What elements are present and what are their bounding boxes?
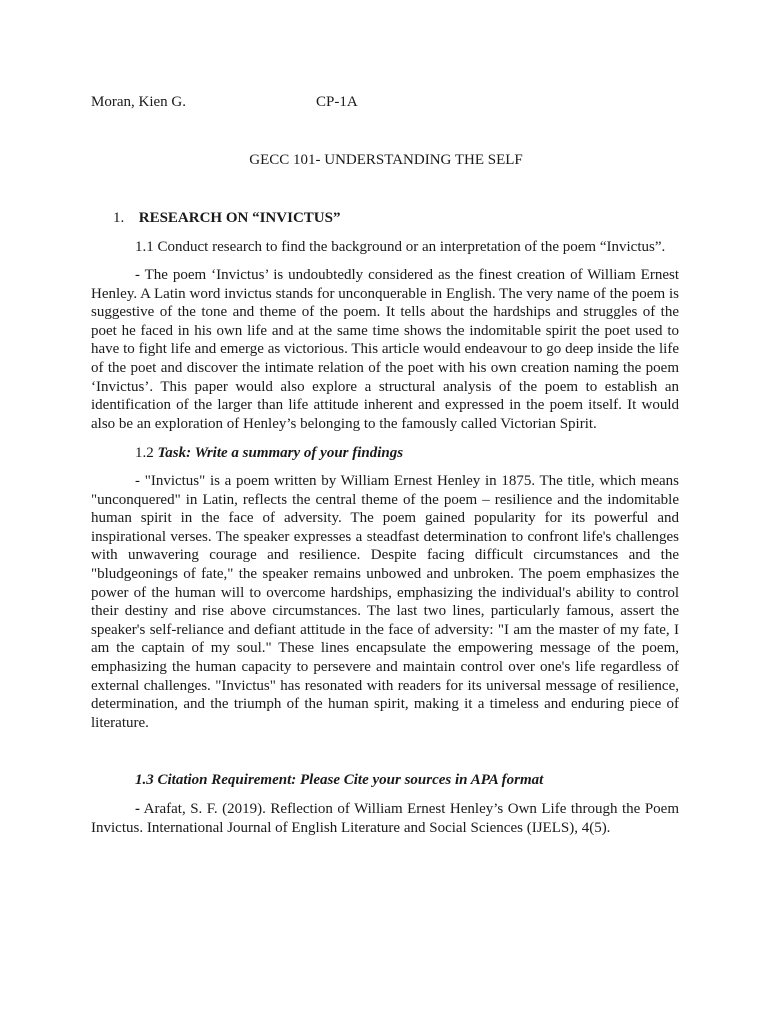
item-1-1-prompt: 1.1 Conduct research to find the background or an interpretation of the poem “Invictus”. [135, 239, 666, 255]
item-1-1-answer [91, 266, 679, 433]
section-number: 1. [113, 210, 125, 226]
citation-dash: - [135, 801, 140, 817]
item-1-3-citation [91, 800, 679, 837]
student-name: Moran, Kien G. [91, 94, 186, 110]
class-section: CP-1A [316, 94, 358, 110]
document-header [91, 93, 491, 113]
citation-paragraph [91, 800, 679, 837]
course-title: GECC 101- UNDERSTANDING THE SELF [249, 152, 523, 168]
summary-paragraph: - "Invictus" is a poem written by William Ernest Henley in 1875. The title, which means "unconquered" in Latin, reflects the central theme of the poem – resilience and the indomitable human spirit in the face of adversity. The poem gained popularity for its powerful and inspirational verses. The speaker expresses a steadfast determination to confront life's challenges with unwavering courage and resilience. Despite facing difficult circumstances and the "bludgeonings of fate," the speaker remains unbowed and unbroken. The poem emphasizes the power of the human will to overcome hardships, emphasizing the individual's ability to control their destiny and rise above circumstances. The last two lines, particularly famous, assert the speaker's self-reliance and defiant attitude in the face of adversity: "I am the master of my fate, I am the captain of my soul." These lines encapsulate the empowering message of the poem, emphasizing the human capacity to persevere and maintain control over one's life regardless of external challenges. "Invictus" has resonated with readers for its universal message of resilience, determination, and the triumph of the human spirit, making it a timeless and enduring piece of literature. [91, 473, 679, 731]
section-title: RESEARCH ON “INVICTUS” [138, 210, 341, 226]
item-1-2-answer [91, 472, 679, 732]
background-paragraph: - The poem ‘Invictus’ is undoubtedly considered as the finest creation of William Ernest Henley. A Latin word invictus stands for unconquerable in English. The very name of the poem is suggestive of the tone and theme of the poem. It tells about the hardships and struggles of the poet he faced in his own life and at the same time shows the indomitable spirit the poet used to have to fight life and emerge as victorious. This article would endeavour to go deep inside the life of the poet and discover the intimate relation of the poet with his own creation naming the poem ‘Invictus’. This paper would also explore a structural analysis of the poem to establish an identification of the larger than life attitude inherent and expressed in the poem itself. It would also be an exploration of Henley’s belonging to the famously called Victorian Spirit. [91, 267, 679, 432]
section-1-heading [113, 209, 340, 228]
item-1-2-task: Task: Write a summary of your findings [157, 445, 404, 461]
citation-text: Arafat, S. F. (2019). Reflection of William Ernest Henley’s Own Life through the Poem Invictus. International Journal of English Literature and Social Sciences (IJELS), 4(5). [91, 801, 679, 836]
item-1-3-heading: 1.3 Citation Requirement: Please Cite your sources in APA format [135, 772, 544, 788]
item-1-2-heading [135, 444, 403, 463]
item-1-2-number: 1.2 [135, 445, 154, 461]
